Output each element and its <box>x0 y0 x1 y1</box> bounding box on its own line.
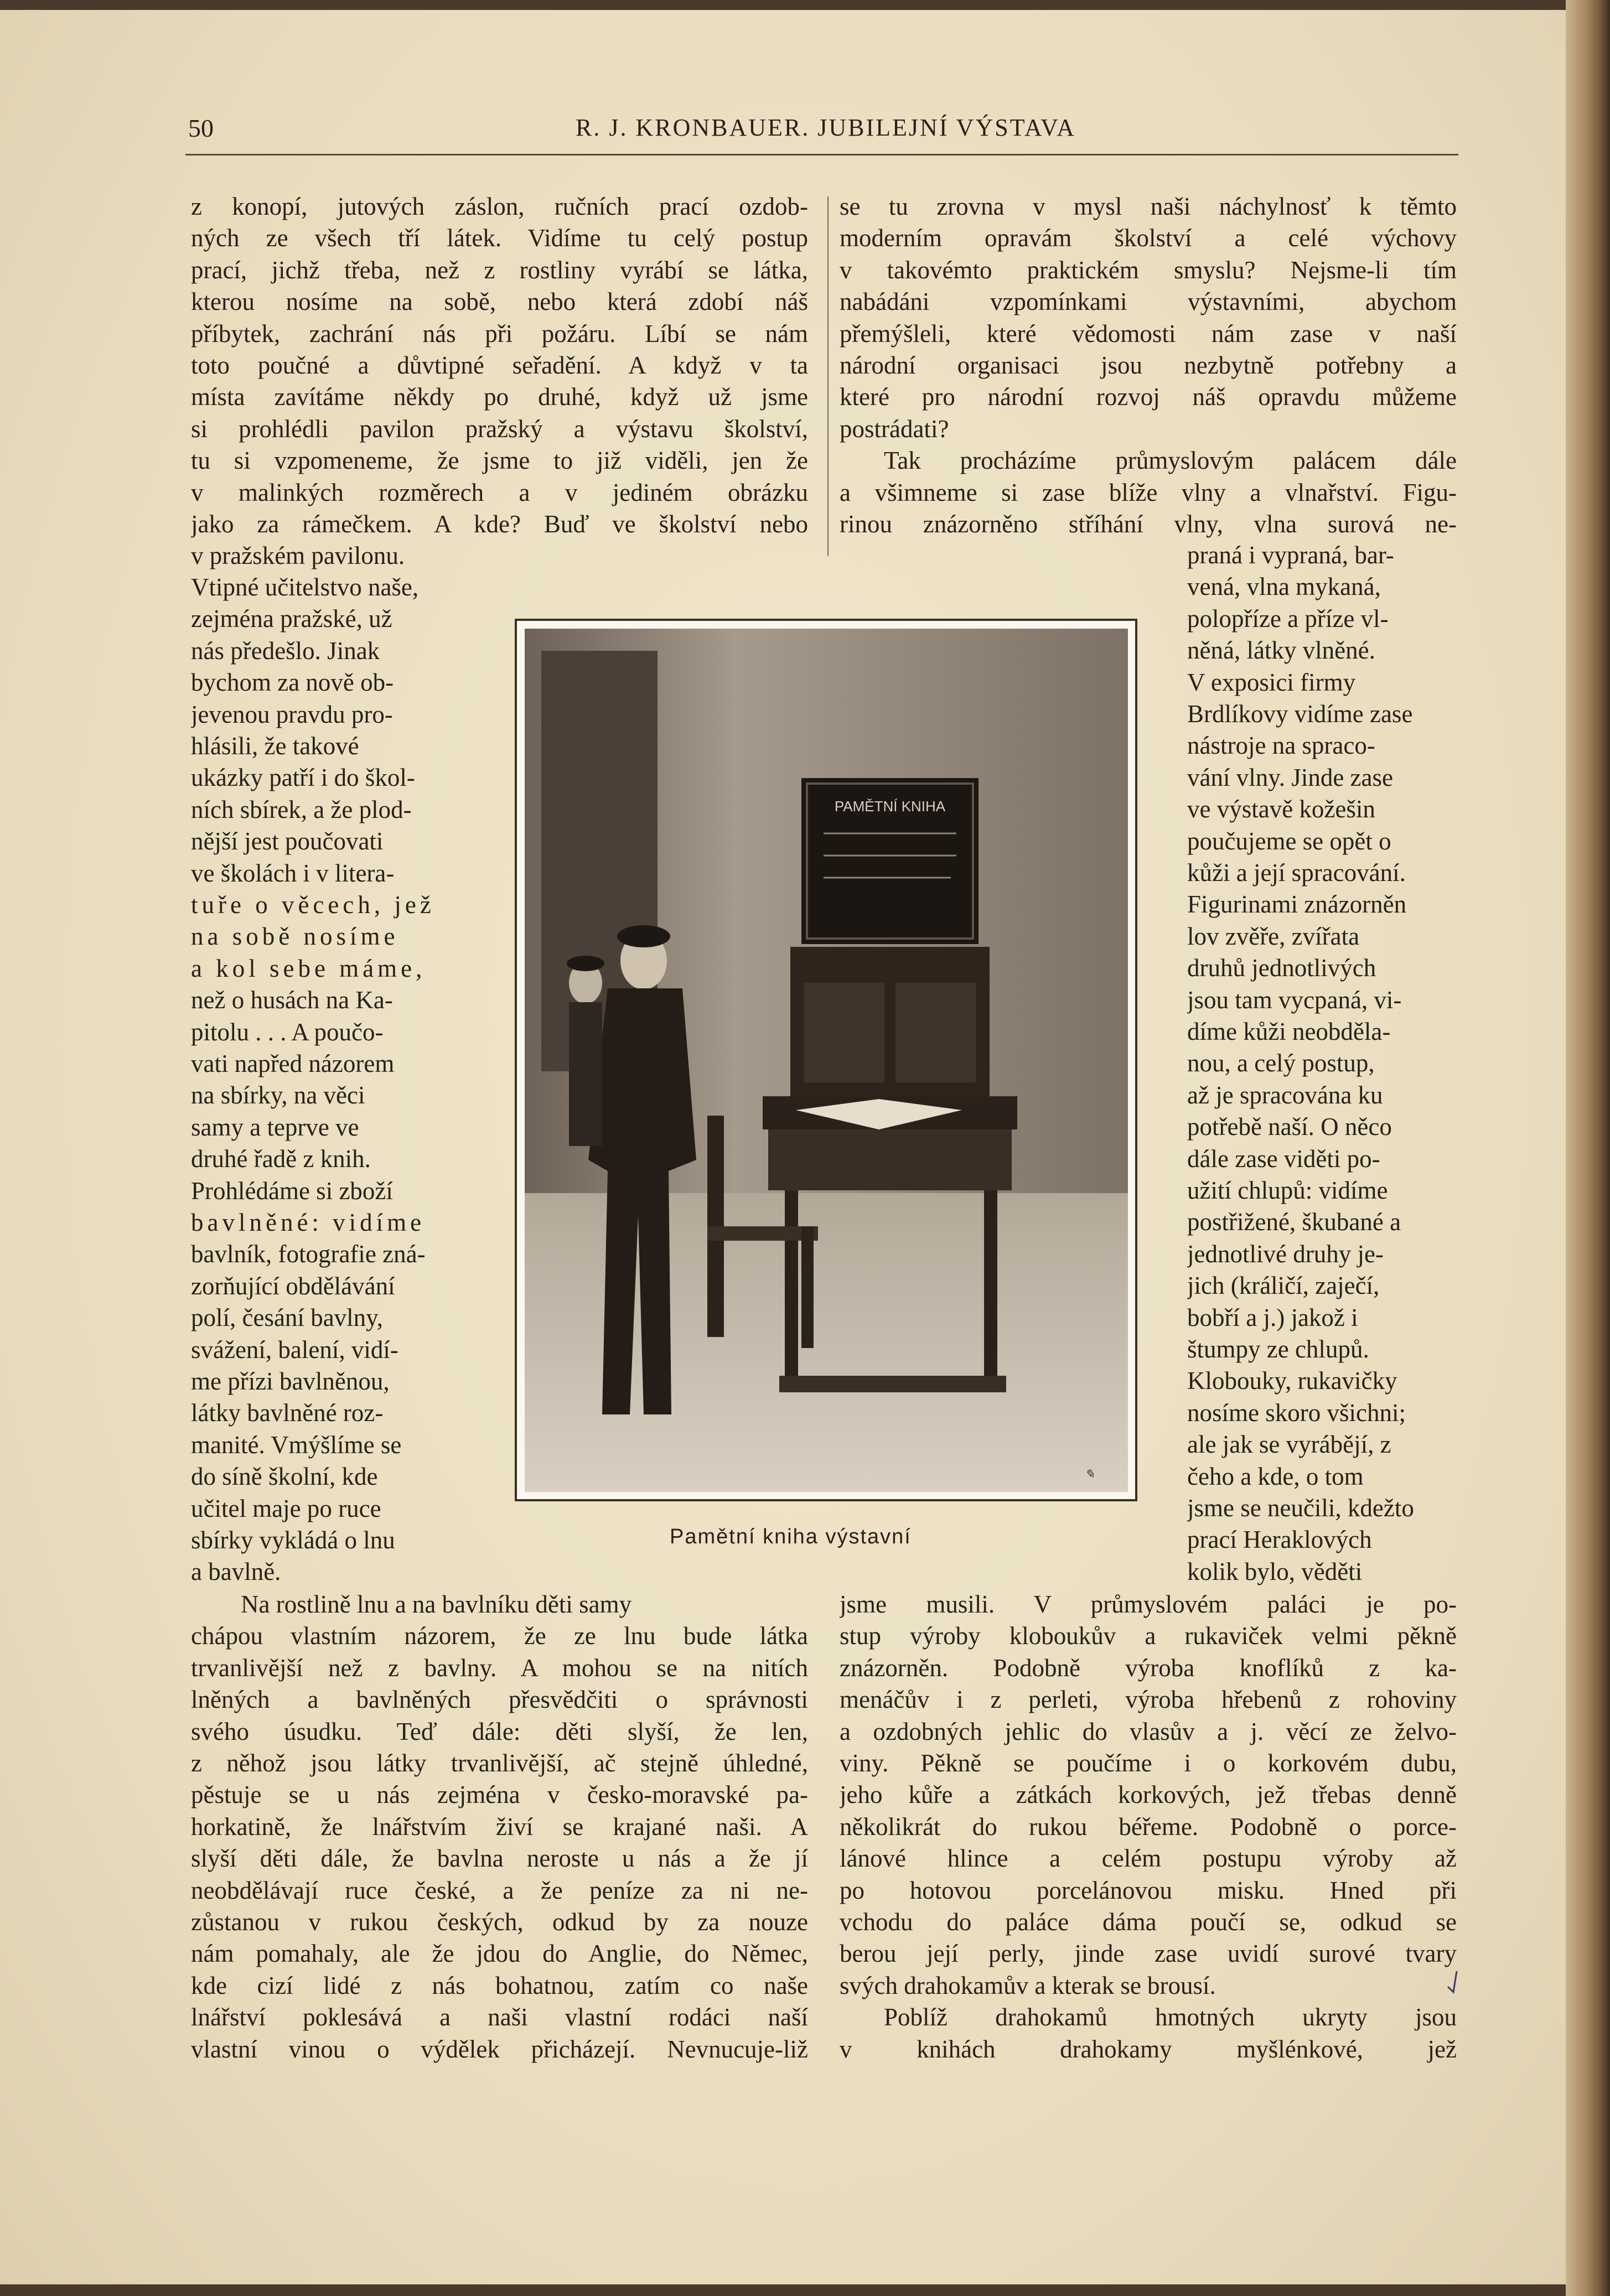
text-line: z konopí, jutových záslon, ručních prací ozdob- <box>191 193 808 220</box>
text-line: nabádáni vzpomínkami výstavními, abychom <box>840 288 1457 316</box>
text-line: polopříze a příze vl- <box>1187 604 1389 633</box>
text-line: jeho kůře a zátkách korkových, jež třebas denně <box>840 1781 1457 1809</box>
text-line: v malinkých rozměrech a v jediném obrázku <box>191 478 808 506</box>
text-line: a ozdobných jehlic do vlasův a j. věcí ze želvo- <box>840 1717 1457 1745</box>
text-line: štumpy ze chlupů. <box>1187 1335 1369 1363</box>
text-line: zůstanou v rukou českých, odkud by za nouze <box>191 1908 808 1936</box>
text-line: jsme se neučili, kdežto <box>1187 1494 1414 1522</box>
text-line: vchodu do paláce dáma poučí se, odkud se <box>840 1908 1457 1936</box>
text-line: užití chlupů: vidíme <box>1187 1176 1388 1204</box>
text-line: postřižené, škubané a <box>1187 1208 1401 1236</box>
text-line: toto poučné a důvtipné seřadění. A když v ta <box>191 351 808 379</box>
text-line: zorňující obdělávání <box>191 1272 395 1300</box>
page-number: 50 <box>188 114 214 142</box>
text-line: látky bavlněné roz- <box>191 1399 384 1427</box>
text-line: Klobouky, rukavičky <box>1187 1367 1397 1395</box>
text-line: sbírky vykládá o lnu <box>191 1526 395 1554</box>
text-line: až je spracována ku <box>1187 1081 1383 1109</box>
text-line: prací, jichž třeba, než z rostliny vyrábí se látka, <box>191 256 808 284</box>
text-line: po hotovou porcelánovou misku. Hned při <box>840 1876 1457 1904</box>
text-line: nosíme skoro všichni; <box>1187 1398 1406 1427</box>
text-line: čeho a kde, o tom <box>1187 1462 1364 1490</box>
text-line: druhé řadě z knih. <box>191 1145 371 1173</box>
text-line: než o husách na Ka- <box>191 986 393 1014</box>
text-line: prací Heraklových <box>1187 1526 1372 1554</box>
text-line: v pražském pavilonu. <box>191 542 405 570</box>
text-line: postrádati? <box>840 414 949 443</box>
text-line: druhů jednotlivých <box>1187 954 1376 982</box>
text-line: viny. Pěkně se poučíme i o korkovém dubu, <box>840 1749 1457 1777</box>
text-line: lnářství poklesává a naši vlastní rodáci naší <box>191 2003 808 2031</box>
text-line: bavlník, fotografie zná- <box>191 1240 426 1268</box>
text-line: zejména pražské, už <box>191 605 392 633</box>
text-line: berou její perly, jinde zase uvidí surové tvary <box>840 1940 1457 1968</box>
photograph <box>515 619 1137 1501</box>
text-line: trvanlivější než z bavlny. A mohou se na nitích <box>191 1654 808 1682</box>
text-line: jsme musili. V průmyslovém paláci je po- <box>840 1590 1457 1618</box>
text-line: se tu zrovna v mysl naši náchylnosť k těmto <box>840 193 1457 220</box>
text-line: jednotlivé druhy je- <box>1187 1240 1384 1268</box>
text-line: znázorněn. Podobně výroba knoflíků z ka- <box>840 1654 1457 1682</box>
photo-image <box>525 629 1128 1492</box>
text-line: na sbírky, na věci <box>191 1081 365 1110</box>
text-line: z něhož jsou látky trvanlivější, ač stejně úhledné, <box>191 1749 808 1777</box>
text-line: jsou tam vycpaná, vi- <box>1187 986 1402 1014</box>
text-line: nás předešlo. Jinak <box>191 636 380 665</box>
text-line: samy a teprve ve <box>191 1113 359 1141</box>
text-line: Na rostlině lnu a na bavlníku děti samy <box>241 1590 632 1618</box>
text-line: svých drahokamův a kterak se brousí. <box>840 1971 1216 1999</box>
text-line: kolik bylo, věděti <box>1187 1557 1363 1585</box>
text-line: kůži a její spracování. <box>1187 859 1406 887</box>
text-line: Brdlíkovy vidíme zase <box>1187 700 1413 728</box>
text-line: bychom za nově ob- <box>191 668 394 697</box>
text-line: Tak procházíme průmyslovým palácem dále <box>884 447 1457 475</box>
text-line: Poblíž drahokamů hmotných ukryty jsou <box>884 2003 1457 2031</box>
pencil-check-mark <box>1445 1970 1461 1998</box>
text-line: v knihách drahokamy myšlénkové, jež <box>840 2035 1457 2063</box>
text-line: ních sbírek, a že plod- <box>191 795 412 823</box>
text-line: učitel maje po ruce <box>191 1494 381 1522</box>
text-line: praná i vypraná, bar- <box>1187 541 1394 569</box>
text-line: které pro národní rozvoj náš opravdu můžeme <box>840 383 1457 411</box>
text-line: hlásili, že takové <box>191 732 359 760</box>
text-line: kde cizí lidé z nás bohatnou, zatím co naše <box>191 1971 808 1999</box>
text-line: Vtipné učitelstvo naše, <box>191 573 419 601</box>
text-line: do síně školní, kde <box>191 1463 378 1491</box>
text-line: tuře o věcech, jež <box>191 891 435 919</box>
text-line: na sobě nosíme <box>191 922 399 951</box>
text-line: ale jak se vyrábějí, z <box>1187 1431 1391 1459</box>
running-title: R. J. KRONBAUER. JUBILEJNÍ VÝSTAVA <box>576 114 1076 141</box>
text-line: chápou vlastním názorem, že ze lnu bude látka <box>191 1622 808 1650</box>
text-line: V exposici firmy <box>1187 668 1356 696</box>
header-rule <box>185 154 1458 156</box>
text-line: svého úsudku. Teď dále: děti slyší, že len, <box>191 1717 808 1745</box>
text-line: ve výstavě kožešin <box>1187 795 1375 823</box>
text-line: me přízi bavlněnou, <box>191 1367 390 1395</box>
text-line: menáčův i z perleti, výroba hřebenů z rohoviny <box>840 1686 1457 1714</box>
text-line: Figurinami znázorněn <box>1187 890 1407 919</box>
text-line: ných ze všech tří látek. Vidíme tu celý postup <box>191 224 808 252</box>
text-line: pěstuje se u nás zejména v česko-moravské pa- <box>191 1781 808 1809</box>
photo-signature: ✎ <box>1084 1467 1095 1481</box>
photo-board-text: PAMĚTNÍ KNIHA <box>834 798 946 815</box>
text-line: vati napřed názorem <box>191 1050 395 1077</box>
text-line: vená, vlna mykaná, <box>1187 573 1381 601</box>
text-line: místa zavítáme někdy po druhé, když už jsme <box>191 383 808 411</box>
text-line: svážení, balení, vidí- <box>191 1335 398 1364</box>
text-line: pitolu . . . A poučo- <box>191 1018 384 1046</box>
text-line: vlastní vinou o výdělek přicházejí. Nevnucuje-liž <box>191 2035 808 2063</box>
text-line: národní organisaci jsou nezbytně potřebny a <box>840 351 1457 379</box>
text-line: jich (králičí, zaječí, <box>1187 1272 1380 1300</box>
text-line: potřebě naší. O něco <box>1187 1113 1392 1141</box>
text-line: několikrát do rukou béřeme. Podobně o porce- <box>840 1812 1457 1841</box>
text-line: Prohlédáme si zboží <box>191 1176 393 1205</box>
text-line: slyší děti dále, že bavlna neroste u nás a že jí <box>191 1844 808 1873</box>
text-line: lánové hlince a celém postupu výroby až <box>840 1844 1457 1873</box>
column-divider <box>827 196 829 556</box>
text-line: tu si vzpomeneme, že jsme to již viděli, jen že <box>191 447 808 475</box>
text-line: díme kůži neobděla- <box>1187 1018 1391 1045</box>
text-line: kterou nosíme na sobě, nebo která zdobí náš <box>191 288 808 316</box>
text-line: polí, česání bavlny, <box>191 1304 383 1332</box>
text-line: nou, a celý postup, <box>1187 1049 1375 1077</box>
text-line: rinou znázorněno stříhání vlny, vlna surová ne- <box>840 510 1457 538</box>
text-line: něná, látky vlněné. <box>1187 636 1375 665</box>
text-line: lněných a bavlněných přesvědčiti o správnosti <box>191 1686 808 1714</box>
text-line: lov zvěře, zvířata <box>1187 922 1360 950</box>
figure-caption: Pamětní kniha výstavní <box>670 1525 912 1548</box>
text-line: bavlněné: vidíme <box>191 1209 426 1236</box>
text-line: nástroje na spraco- <box>1187 732 1375 760</box>
text-line: v takovémto praktickém smyslu? Nejsme-li tím <box>840 256 1457 284</box>
text-line: bobří a j.) jakož i <box>1187 1303 1358 1331</box>
text-line: ve školách i v litera- <box>191 859 395 887</box>
text-line: a kol sebe máme, <box>191 954 426 982</box>
text-line: a bavlně. <box>191 1558 281 1586</box>
text-line: manité. Vmýšlíme se <box>191 1431 402 1459</box>
text-line: přemýšleli, které vědomosti nám zase v naší <box>840 319 1457 348</box>
text-line: horkatině, že lnářstvím živí se krajané naši. A <box>191 1812 808 1841</box>
text-line: ukázky patří i do škol- <box>191 764 415 792</box>
book-spine <box>1566 0 1610 2296</box>
text-line: jevenou pravdu pro- <box>191 700 393 728</box>
text-line: neobdělávají ruce české, a že peníze za ni ne- <box>191 1876 808 1904</box>
text-line: a všimneme si zase blíže vlny a vlnařství. Figu- <box>840 478 1457 506</box>
text-line: moderním opravám školství a celé výchovy <box>840 224 1457 252</box>
text-line: dále zase viděti po- <box>1187 1144 1380 1173</box>
text-line: vání vlny. Jinde zase <box>1187 763 1393 791</box>
text-line: si prohlédli pavilon pražský a výstavu školství, <box>191 414 808 443</box>
text-line: nám pomahaly, ale že jdou do Anglie, do Němec, <box>191 1940 808 1968</box>
text-line: příbytek, zachrání nás při požáru. Líbí se nám <box>191 319 808 348</box>
text-line: poučujeme se opět o <box>1187 827 1391 855</box>
text-line: nější jest poučovati <box>191 827 384 856</box>
text-line: stup výroby kloboukův a rukaviček velmi pěkně <box>840 1622 1457 1650</box>
text-line: jako za rámečkem. A kde? Buď ve školství nebo <box>191 510 808 538</box>
